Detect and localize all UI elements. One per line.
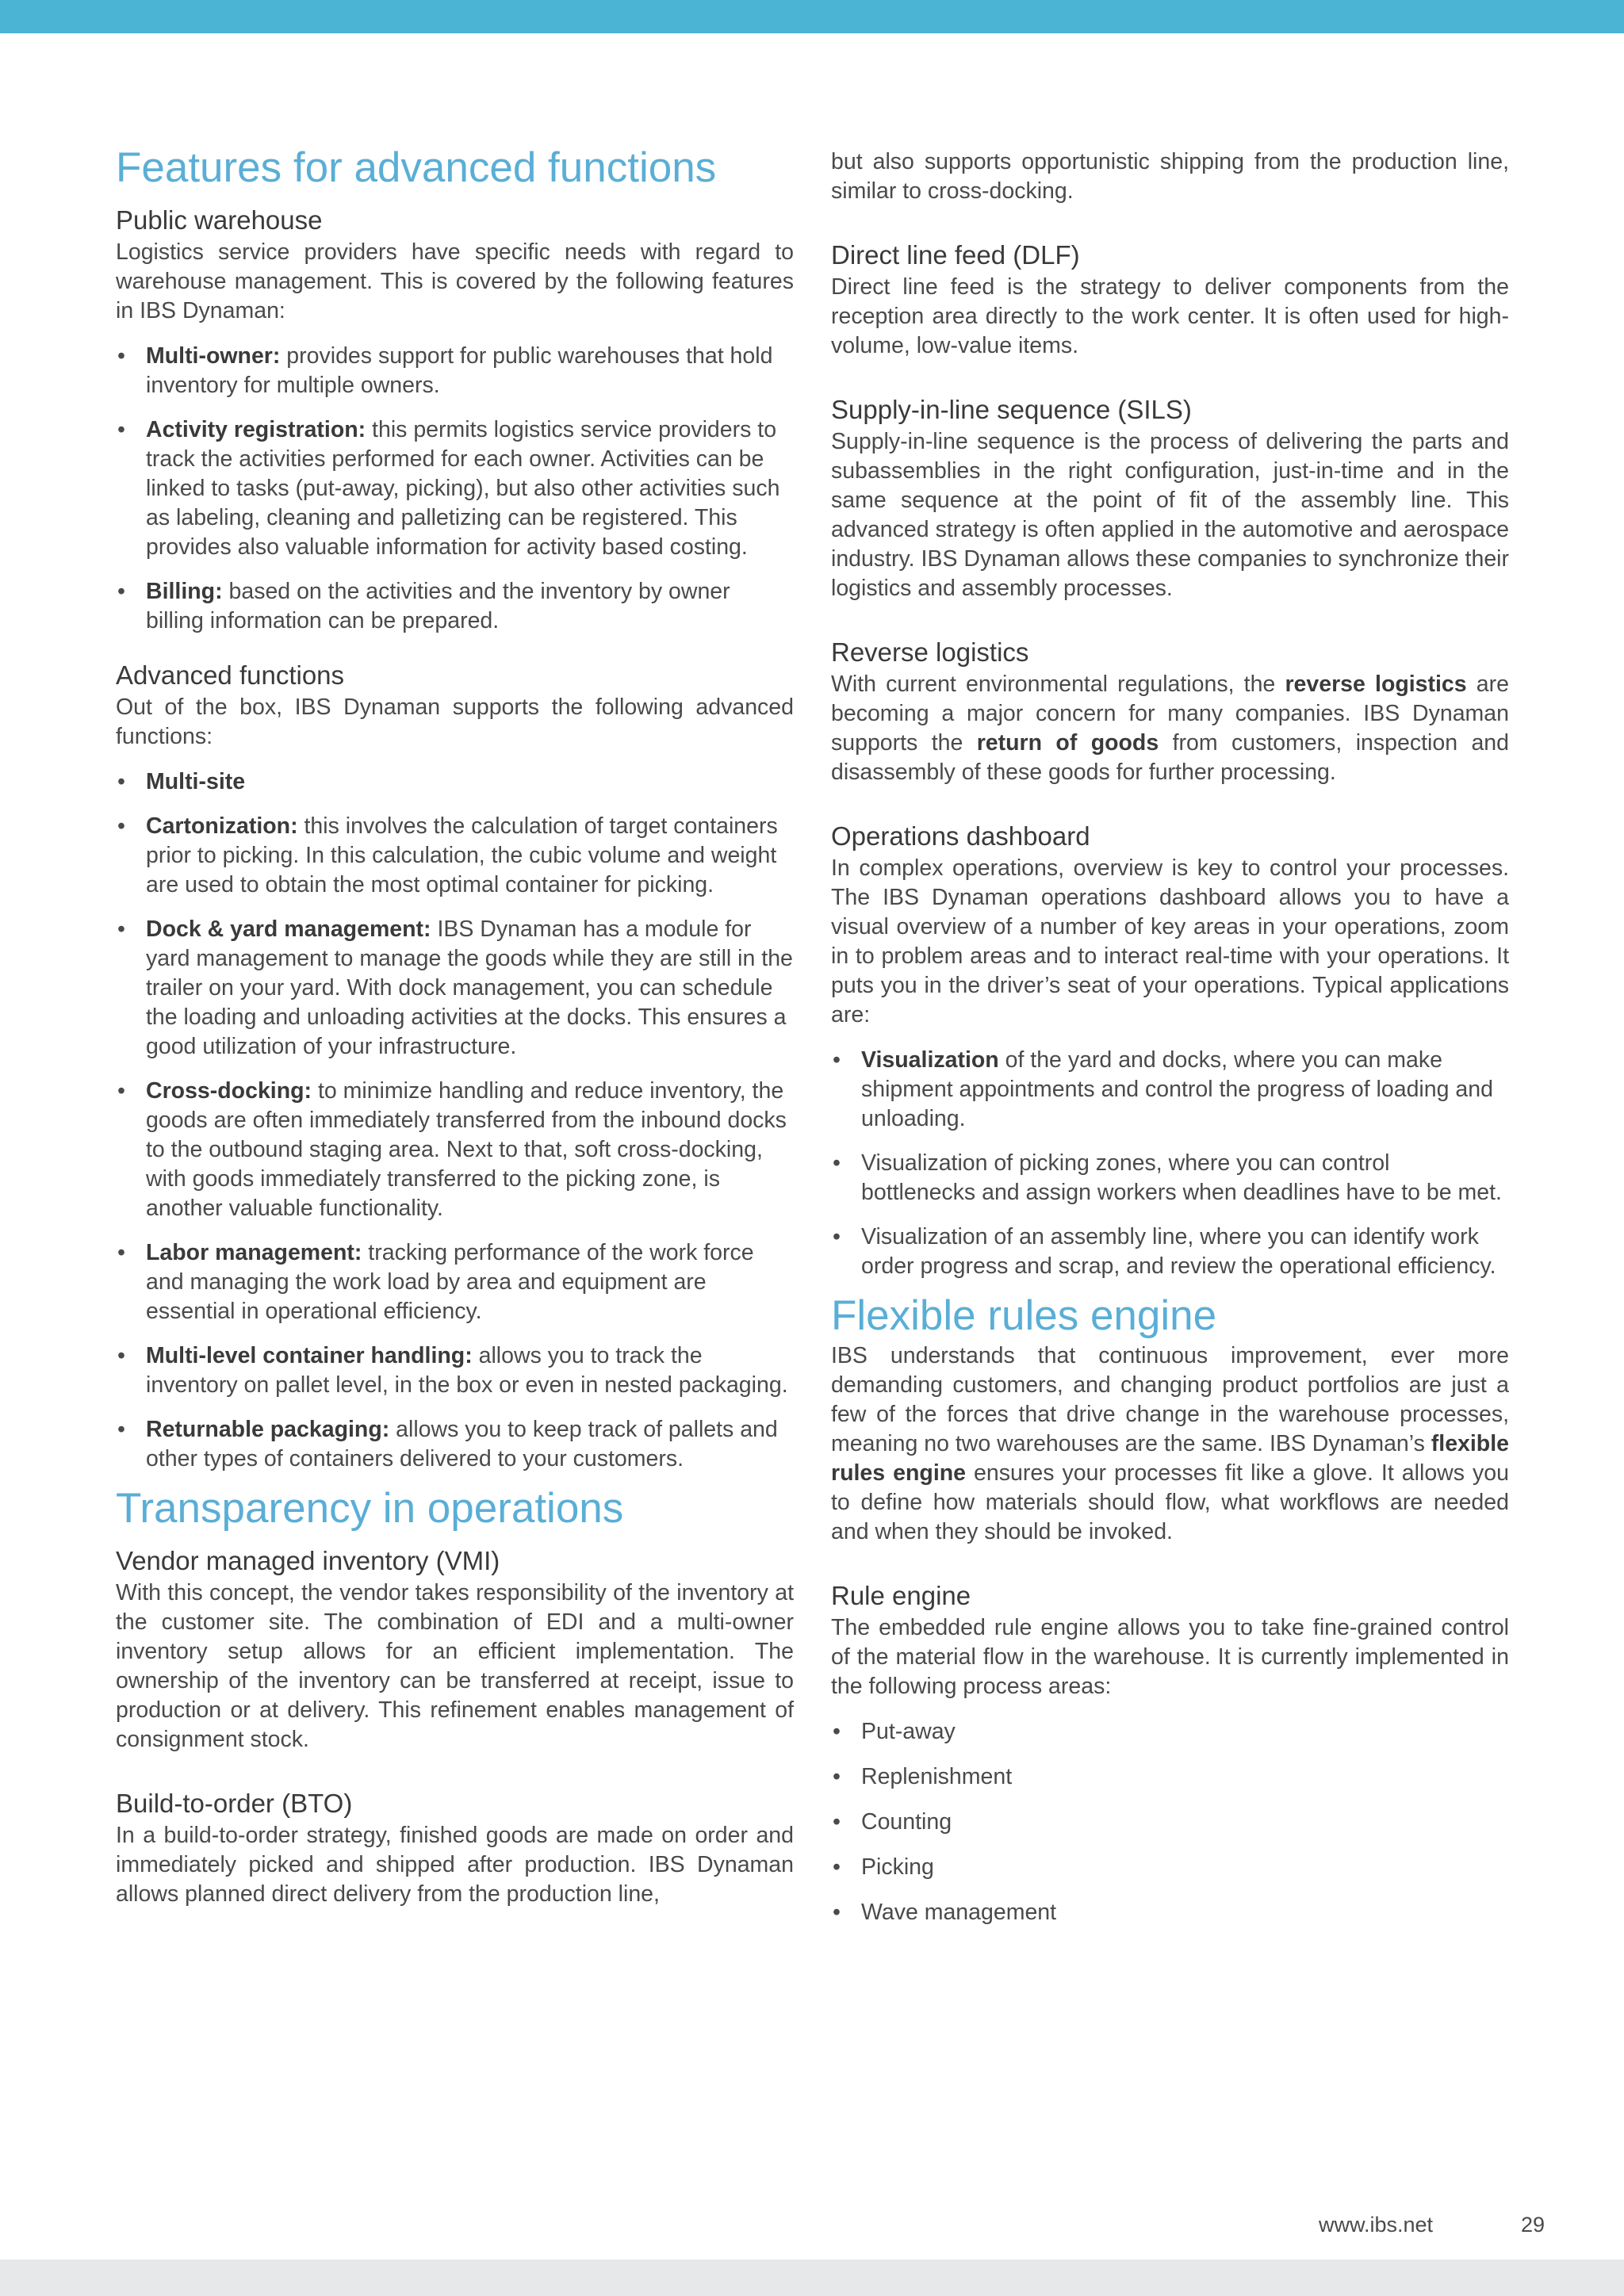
top-accent-bar (0, 0, 1624, 33)
list-item (116, 1415, 794, 1474)
list-item-term: Cartonization: (146, 813, 298, 839)
subheading-public-warehouse: Public warehouse (116, 205, 323, 235)
list-item (116, 577, 794, 636)
vmi-text: With this concept, the vendor takes responsibility of the inventory at the customer site. The combination of EDI and a multi-owner inventory setup allows for an efficient implementation. The ownership of the inventory can be transferred at receipt, issue to production or at delivery. This refinement enables management of consignment stock. (116, 1580, 794, 1752)
list-item (116, 342, 794, 400)
list-item-term: Billing: (146, 579, 223, 604)
left-column (116, 143, 794, 1909)
subheading-advanced-functions: Advanced functions (116, 660, 345, 690)
subheading-sils: Supply-in-line sequence (SILS) (831, 395, 1192, 424)
subheading-operations-dashboard: Operations dashboard (831, 821, 1090, 851)
list-item-term: Multi-level container handling: (146, 1343, 473, 1368)
public-warehouse-list (116, 342, 794, 636)
list-item (831, 1149, 1509, 1207)
footer-url[interactable]: www.ibs.net (1319, 2213, 1434, 2237)
list-item (116, 1238, 794, 1326)
list-item-term: Dock & yard management: (146, 916, 431, 942)
sils-text: Supply-in-line sequence is the process of delivering the parts and subassemblies in the right configuration, just-in-time and in the same sequence at the point of fit of the assembly line. This advanced strategy is often applied in the automotive and aerospace industry. IBS Dynaman allows these companies to synchronize their logistics and assembly processes. (831, 429, 1509, 601)
advanced-functions-intro: Out of the box, IBS Dynaman supports the following advanced functions: (116, 695, 794, 749)
list-item-text: Visualization of picking zones, where you can control bottlenecks and assign workers when deadlines have to be met. (861, 1150, 1502, 1205)
section-heading-transparency: Transparency in operations (116, 1485, 624, 1532)
rule-engine-list (831, 1717, 1509, 1927)
dashboard-list (831, 1046, 1509, 1281)
list-item-text: tracking performance of the work force and managing the work load by area and equipment are essential in operational efficiency. (146, 1240, 754, 1324)
subheading-reverse-logistics: Reverse logistics (831, 637, 1029, 667)
subheading-vmi: Vendor managed inventory (VMI) (116, 1546, 500, 1575)
list-item-term: Returnable packaging: (146, 1417, 390, 1442)
list-item (831, 1223, 1509, 1281)
list-item (116, 767, 794, 797)
list-item-text: this involves the calculation of target containers prior to picking. In this calculation, the cubic volume and weight are used to obtain the most optimal container for picking. (146, 813, 778, 897)
list-item-term: Multi-owner: (146, 343, 281, 369)
list-item (116, 415, 794, 562)
list-item-text: to minimize handling and reduce inventory, the goods are often immediately transferred from the inbound docks to the outbound staging area. Next to that, soft cross-docking, with goods immediately transferred to the picking zone, is another valuable functionality. (146, 1078, 787, 1221)
bto-continued-text: but also supports opportunistic shipping from the production line, similar to cross-docking. (831, 149, 1509, 204)
subheading-rule-engine: Rule engine (831, 1581, 971, 1610)
subheading-bto: Build-to-order (BTO) (116, 1789, 353, 1818)
rule-engine-intro: The embedded rule engine allows you to take fine-grained control of the material flow in the warehouse. It is currently implemented in the following process areas: (831, 1615, 1509, 1699)
bto-text: In a build-to-order strategy, finished goods are made on order and immediately picked and shipped after production. IBS Dynaman allows planned direct delivery from the production line, (116, 1823, 794, 1907)
list-item-term: Visualization (861, 1047, 999, 1073)
right-column (831, 147, 1509, 1927)
list-item-text: IBS Dynaman has a module for yard management to manage the goods while they are still in the trailer on your yard. With dock management, you can schedule the loading and unloading activities at the docks. This ensures a good utilization of your infrastructure. (146, 916, 793, 1059)
section-heading-flexible-rules: Flexible rules engine (831, 1292, 1217, 1339)
section-heading-features: Features for advanced functions (116, 144, 717, 191)
bottom-band (0, 2260, 1624, 2296)
list-item-text: based on the activities and the inventory by owner billing information can be prepared. (146, 579, 730, 633)
list-item-text: this permits logistics service providers to track the activities performed for each owner. Activities can be linked to tasks (put-away, picking), but also other activities such as labeling, cleaning and palletizing can be registered. This provides also valuable information for activity based costing. (146, 417, 780, 560)
list-item-term: Activity registration: (146, 417, 366, 442)
subheading-dlf: Direct line feed (DLF) (831, 240, 1080, 270)
dlf-text: Direct line feed is the strategy to deliver components from the reception area directly to the work center. It is often used for high-volume, low-value items. (831, 274, 1509, 358)
reverse-logistics-text: With current environmental regulations, the reverse logistics are becoming a major concern for many companies. IBS Dynaman supports the return of goods from customers, inspection and disassembly of these goods for further processing. (831, 672, 1509, 785)
dashboard-intro: In complex operations, overview is key to control your processes. The IBS Dynaman operations dashboard allows you to have a visual overview of a number of key areas in your operations, zoom in to problem areas and to interact real-time with your operations. It puts you in the driver’s seat of your operations. Typical applications are: (831, 855, 1509, 1027)
list-item (116, 812, 794, 900)
list-item (116, 1077, 794, 1223)
list-item (116, 1341, 794, 1400)
list-item: • Put-away (831, 1717, 1509, 1747)
list-item-term: Multi-site (146, 769, 246, 794)
list-item: • Replenishment (831, 1762, 1509, 1792)
list-item-text: allows you to track the inventory on pallet level, in the box or even in nested packaging. (146, 1343, 788, 1398)
flexible-rules-text: IBS understands that continuous improvement, ever more demanding customers, and changing product portfolios are just a few of the forces that drive change in the warehouse processes, meaning no two warehouses are the same. IBS Dynaman’s flexible rules engine ensures your processes fit like a glove. It allows you to define how materials should flow, what workflows are needed and when they should be invoked. (831, 1343, 1509, 1544)
public-warehouse-intro: Logistics service providers have specific needs with regard to warehouse management. This is covered by the following features in IBS Dynaman: (116, 239, 794, 323)
list-item-text: of the yard and docks, where you can make shipment appointments and control the progress of loading and unloading. (861, 1047, 1493, 1131)
page-number: 29 (1521, 2213, 1545, 2237)
advanced-functions-list (116, 767, 794, 1474)
list-item-text: Visualization of an assembly line, where you can identify work order progress and scrap, and review the operational efficiency. (861, 1224, 1496, 1279)
list-item: • Picking (831, 1853, 1509, 1882)
list-item: • Counting (831, 1808, 1509, 1837)
list-item (116, 915, 794, 1062)
list-item-term: Cross-docking: (146, 1078, 312, 1104)
list-item-text: allows you to keep track of pallets and other types of containers delivered to your customers. (146, 1417, 778, 1471)
list-item: • Wave management (831, 1898, 1509, 1927)
list-item (831, 1046, 1509, 1134)
list-item-term: Labor management: (146, 1240, 362, 1265)
list-item-text: provides support for public warehouses that hold inventory for multiple owners. (146, 343, 773, 398)
